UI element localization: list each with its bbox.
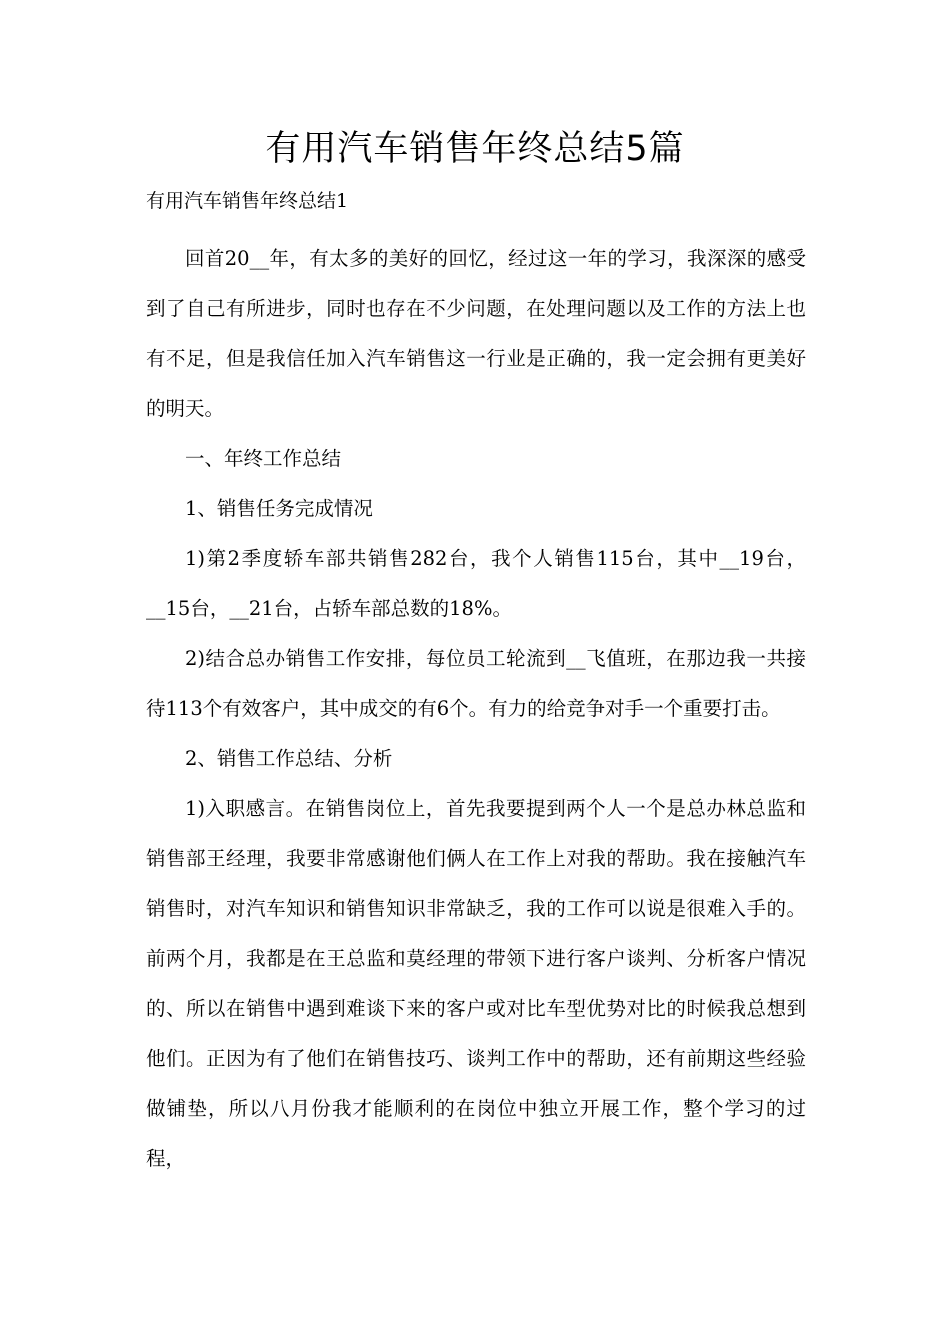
paragraph-intro: 回首20__年，有太多的美好的回忆，经过这一年的学习，我深深的感受到了自己有所进步，同时也存在不少问题，在处理问题以及工作的方法上也有不足，但是我信任加入汽车销售这一行业是正确的，我一定会拥有更美好的明天。 (146, 247, 806, 420)
subsection-heading: 2、销售工作总结、分析 (185, 747, 393, 770)
document-title: 有用汽车销售年终总结5篇 (265, 129, 685, 169)
paragraph-duty-rotation: 2)结合总办销售工作安排，每位员工轮流到__飞值班，在那边我一共接待113个有效客户，其中成交的有6个。有力的给竞争对手一个重要打击。 (146, 647, 806, 720)
document-body (146, 234, 806, 1184)
document-subtitle: 有用汽车销售年终总结1 (146, 190, 349, 212)
subsection-heading: 1、销售任务完成情况 (185, 497, 373, 520)
paragraph-sales-figures: 1)第2季度轿车部共销售282台，我个人销售115台，其中__19台，__15台，__21台，占轿车部总数的18%。 (146, 547, 806, 620)
section-heading: 一、年终工作总结 (185, 447, 342, 470)
paragraph-onboarding: 1)入职感言。在销售岗位上，首先我要提到两个人一个是总办林总监和销售部王经理，我要非常感谢他们俩人在工作上对我的帮助。我在接触汽车销售时，对汽车知识和销售知识非常缺乏，我的工作可以说是很难入手的。前两个月，我都是在王总监和莫经理的带领下进行客户谈判、分析客户情况的、所以在销售中遇到难谈下来的客户或对比车型优势对比的时候我总想到他们。正因为有了他们在销售技巧、谈判工作中的帮助，还有前期这些经验做铺垫，所以八月份我才能顺利的在岗位中独立开展工作，整个学习的过程， (146, 797, 806, 1170)
